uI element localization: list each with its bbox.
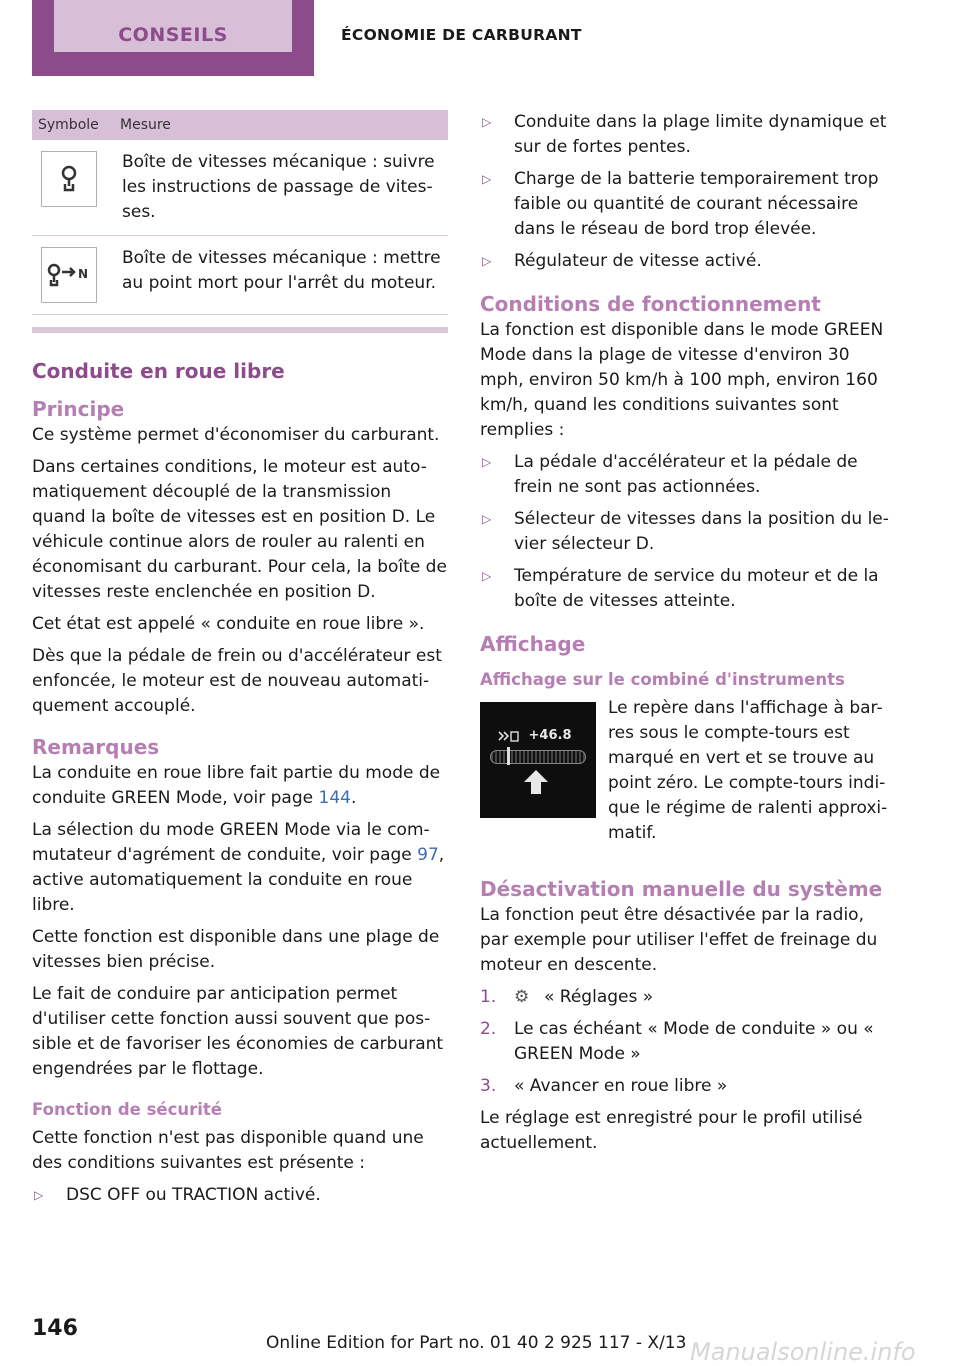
paragraph: Cette fonction n'est pas disponible quand une des conditions suivantes est présente : — [32, 1128, 424, 1173]
page-number: 146 — [32, 1316, 78, 1341]
triangle-bullet-icon: ▷ — [482, 569, 492, 583]
symbol-table — [32, 110, 448, 315]
left-column — [32, 110, 448, 1215]
table-cell-text: Boîte de vitesses mécanique : mettre au point mort pour l'arrêt du moteur. — [114, 236, 448, 315]
paragraph: La fonction peut être désactivée par la radio, par exemple pour utiliser l'effet de freinage du moteur en descente. — [480, 905, 878, 975]
bullet-list — [32, 1183, 448, 1208]
display-figure — [480, 696, 896, 853]
table-row — [32, 236, 448, 315]
instrument-display-image — [480, 702, 596, 818]
edition-footer: Online Edition for Part no. 01 40 2 925 117 - X/13 — [266, 1333, 687, 1353]
paragraph: Le fait de conduire par anticipation permet d'utiliser cette fonction aussi souvent que pos-sible et de favoriser les économies de carburant engendrées par le flottage. — [32, 984, 444, 1079]
table-row — [32, 140, 448, 236]
page-link[interactable]: 97 — [417, 845, 439, 865]
paragraph: Le réglage est enregistré pour le profil utilisé actuellement. — [480, 1108, 863, 1153]
section-heading: Conduite en roue libre — [32, 359, 285, 383]
triangle-bullet-icon: ▷ — [482, 254, 492, 268]
list-item: 1. ⚙ « Réglages » — [480, 985, 896, 1010]
page-link[interactable]: 144 — [318, 788, 351, 808]
bullet-list — [480, 110, 896, 274]
triangle-bullet-icon: ▷ — [34, 1188, 44, 1202]
list-item: 3. « Avancer en roue libre » — [480, 1076, 728, 1096]
triangle-bullet-icon: ▷ — [482, 172, 492, 186]
triangle-bullet-icon: ▷ — [482, 115, 492, 129]
paragraph: La fonction est disponible dans le mode GREEN Mode dans la plage de vitesse d'environ 30 mph, environ 50 km/h à 100 mph, environ 160 km/h, quand les conditions suivantes sont remplies : — [480, 320, 884, 440]
section-tab: CONSEILS — [54, 0, 292, 52]
paragraph: Cet état est appelé « conduite en roue libre ». — [32, 614, 425, 634]
paragraph: Le repère dans l'affichage à bar-res sous le compte-tours est marqué en vert et se trouve au point zéro. Le compte-tours indi-que le régime de ralenti approxi-matif. — [608, 698, 888, 843]
right-column — [480, 110, 896, 1163]
list-item: ▷ La pédale d'accélérateur et la pédale de frein ne sont pas actionnées. — [482, 452, 858, 497]
list-item: ▷ Charge de la batterie temporairement trop faible ou quantité de courant nécessaire dans le réseau de bord trop élevée. — [482, 169, 879, 239]
subheading-principe: Principe — [32, 397, 125, 421]
list-item: ▷ DSC OFF ou TRACTION activé. — [32, 1183, 448, 1208]
list-item: 2. Le cas échéant « Mode de conduite » ou « GREEN Mode » — [480, 1019, 874, 1064]
list-item: ▷ Conduite dans la plage limite dynamique et sur de fortes pentes. — [482, 112, 887, 157]
gear-shift-neutral-icon — [41, 247, 97, 303]
paragraph: Dès que la pédale de frein ou d'accélérateur est enfoncée, le moteur est de nouveau automati-quement accouplé. — [32, 646, 442, 716]
triangle-bullet-icon: ▷ — [482, 512, 492, 526]
settings-gear-icon: ⚙ — [514, 987, 530, 1007]
col-header-symbol: Symbole — [32, 110, 114, 140]
bar-display — [490, 750, 586, 764]
gear-shift-icon — [41, 151, 97, 207]
bullet-list — [480, 450, 896, 614]
paragraph: La conduite en roue libre fait partie du mode de conduite GREEN Mode, voir page 144. — [32, 763, 441, 808]
paragraph: La sélection du mode GREEN Mode via le com-mutateur d'agrément de conduite, voir page 97, active automatiquement la conduite en roue libre. — [32, 820, 445, 915]
zero-marker — [507, 747, 510, 765]
display-readout: +46.8 — [498, 728, 572, 743]
table-cell-text: Boîte de vitesses mécanique : suivre les instructions de passage de vites-ses. — [114, 140, 448, 236]
chapter-title: ÉCONOMIE DE CARBURANT — [341, 26, 582, 44]
arrow-up-icon — [522, 768, 550, 796]
list-item: ▷ Régulateur de vitesse activé. — [480, 249, 896, 274]
list-item: ▷ Sélecteur de vitesses dans la position du le-vier sélecteur D. — [482, 509, 889, 554]
svg-text:N: N — [78, 267, 89, 281]
subheading-desactivation: Désactivation manuelle du système — [480, 877, 883, 901]
col-header-mesure: Mesure — [114, 110, 448, 140]
watermark: Manualsonline.info — [690, 1338, 916, 1366]
list-item: ▷ Température de service du moteur et de la boîte de vitesses atteinte. — [482, 566, 879, 611]
subheading-affichage: Affichage — [480, 632, 586, 656]
paragraph: Ce système permet d'économiser du carburant. — [32, 425, 440, 445]
paragraph: Dans certaines conditions, le moteur est auto-matiquement découplé de la transmission quand la boîte de vitesses est en position D. Le véhicule continue alors de rouler au ralenti en économisant du carburant. Pour cela, la boîte de vitesses reste enclenchée en position D. — [32, 457, 447, 602]
table-header-row — [32, 110, 448, 140]
subheading-conditions: Conditions de fonctionnement — [480, 292, 821, 316]
triangle-bullet-icon: ▷ — [482, 455, 492, 469]
subheading-remarques: Remarques — [32, 735, 160, 759]
subheading-securite: Fonction de sécurité — [32, 1100, 222, 1119]
subheading-combine: Affichage sur le combiné d'instruments — [480, 670, 845, 689]
section-divider — [32, 327, 448, 333]
paragraph: Cette fonction est disponible dans une plage de vitesses bien précise. — [32, 927, 440, 972]
step-list — [480, 985, 896, 1099]
